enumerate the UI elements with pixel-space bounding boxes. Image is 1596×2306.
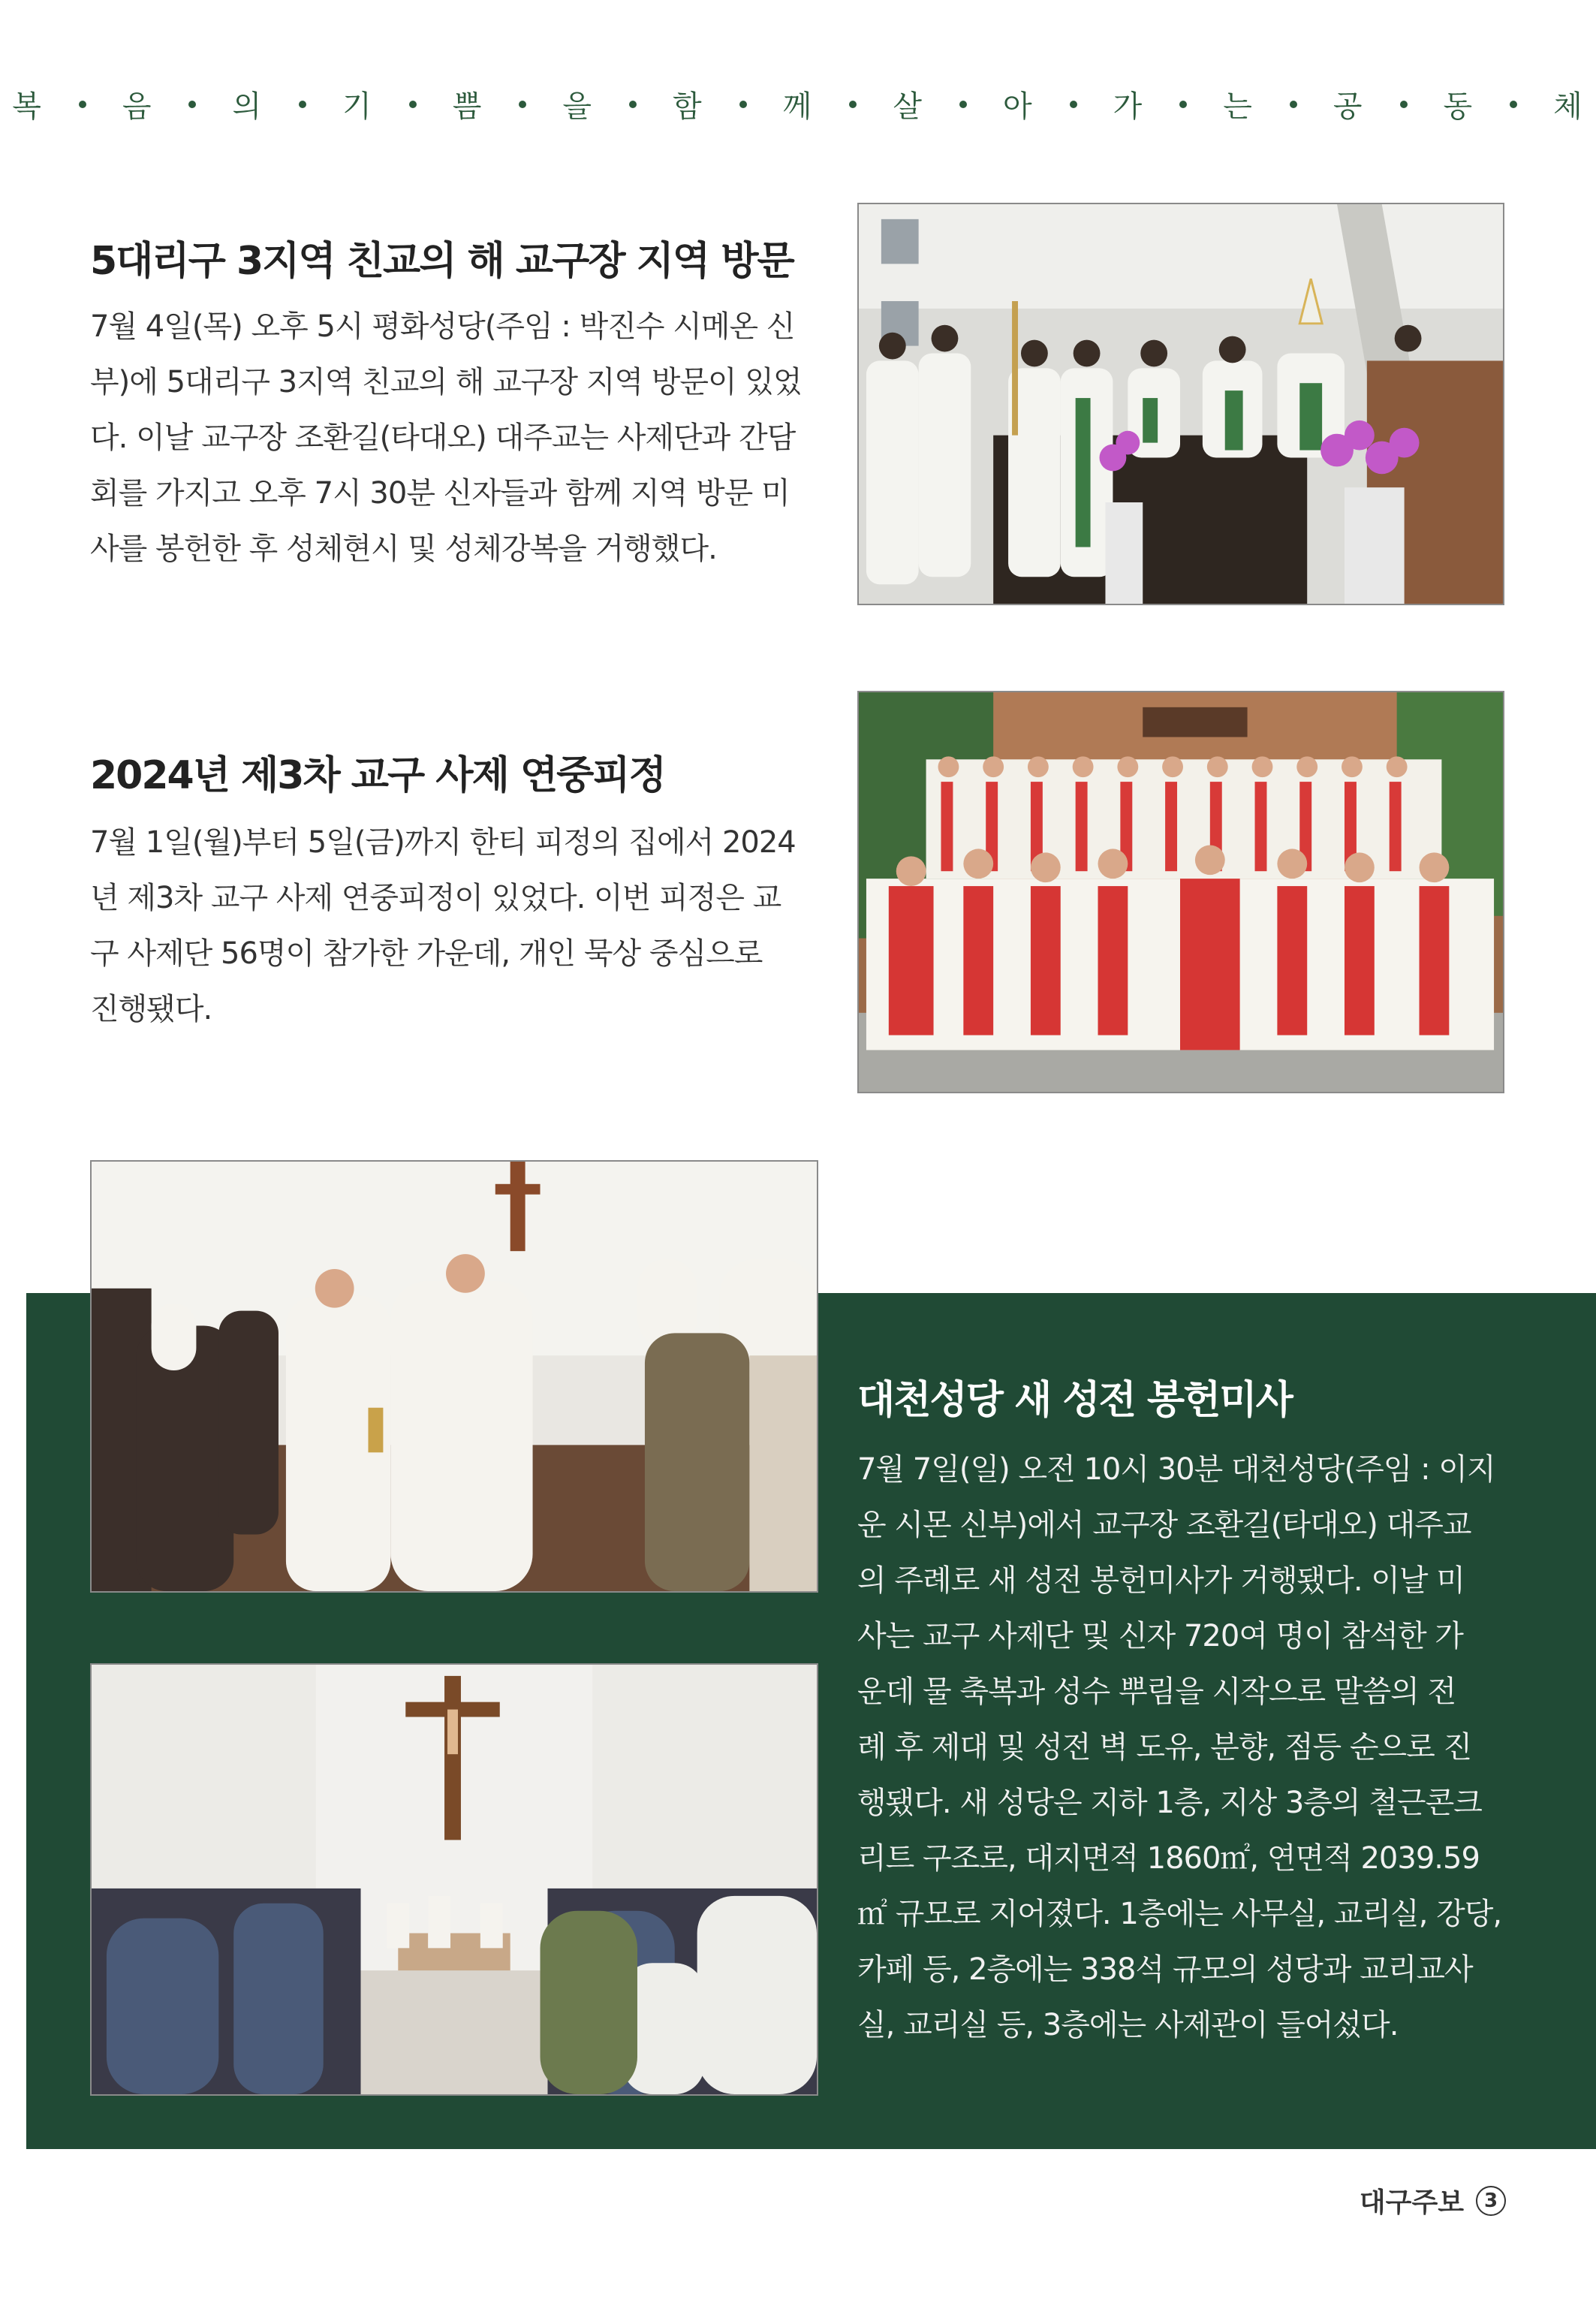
altar-mass-photo — [90, 1663, 818, 2096]
body-line: 사는 교구 사제단 및 신자 720여 명이 참석한 가 — [857, 1619, 1463, 1653]
motto-char: 체 — [1553, 89, 1584, 124]
body-line: 례 후 제대 및 성전 벽 도유, 분향, 점등 순으로 진 — [857, 1730, 1472, 1765]
body-line: 리트 구조로, 대지면적 1860㎡, 연면적 2039.59 — [857, 1841, 1480, 1876]
body-line: ㎡ 규모로 지어졌다. 1층에는 사무실, 교리실, 강당, — [857, 1897, 1502, 1931]
motto-separator-dot — [1510, 101, 1517, 108]
motto-char: 아 — [1002, 89, 1034, 124]
motto-separator-dot — [739, 101, 747, 108]
motto-char: 함 — [673, 89, 703, 124]
body-line: 실, 교리실 등, 3층에는 사제관이 들어섰다. — [857, 2008, 1399, 2042]
procession-photo — [90, 1160, 818, 1593]
body-line: 7월 1일(월)부터 5일(금)까지 한티 피정의 집에서 2024 — [90, 825, 796, 860]
motto-separator-dot — [629, 101, 637, 108]
body-line: 구 사제단 56명이 참가한 가운데, 개인 묵상 중심으로 — [90, 936, 763, 971]
article-body — [857, 1442, 1510, 2053]
motto-char: 동 — [1443, 89, 1474, 124]
body-line: 7월 4일(목) 오후 5시 평화성당(주임 : 박진수 시메온 신 — [90, 309, 795, 344]
motto-separator-dot — [1179, 101, 1187, 108]
page-footer — [1360, 2181, 1506, 2220]
motto-separator-dot — [409, 101, 417, 108]
mass-photo-pyeonghwa — [857, 203, 1504, 605]
body-line: 사를 봉헌한 후 성체현시 및 성체강복을 거행했다. — [90, 532, 717, 566]
body-line: 의 주례로 새 성전 봉헌미사가 거행됐다. 이날 미 — [857, 1563, 1465, 1598]
motto-char: 을 — [562, 89, 594, 124]
body-line: 회를 가지고 오후 7시 30분 신자들과 함께 지역 방문 미 — [90, 476, 790, 511]
body-line: 진행됐다. — [90, 992, 212, 1026]
motto-separator-dot — [1290, 101, 1297, 108]
motto-char: 쁨 — [452, 89, 483, 124]
motto-char: 공 — [1333, 89, 1364, 124]
motto-char: 기 — [342, 89, 373, 124]
article-title: 2024년 제3차 교구 사제 연중피정 — [90, 753, 665, 798]
body-line: 7월 7일(일) 오전 10시 30분 대천성당(주임 : 이지 — [857, 1452, 1495, 1487]
body-line: 운데 물 축복과 성수 뿌림을 시작으로 말씀의 전 — [857, 1674, 1456, 1709]
motto-char: 께 — [782, 89, 814, 124]
body-line: 부)에 5대리구 3지역 친교의 해 교구장 지역 방문이 있었 — [90, 365, 802, 399]
article-title: 5대리구 3지역 친교의 해 교구장 지역 방문 — [90, 239, 793, 284]
motto-char: 의 — [232, 89, 263, 124]
motto-char: 음 — [122, 89, 153, 124]
motto-separator-dot — [299, 101, 306, 108]
motto-separator-dot — [188, 101, 196, 108]
header-motto — [0, 83, 1596, 125]
motto-separator-dot — [959, 101, 967, 108]
article-title: 대천성당 새 성전 봉헌미사 — [857, 1378, 1292, 1423]
motto-char: 는 — [1223, 89, 1254, 124]
article-body — [90, 299, 818, 577]
body-line: 년 제3차 교구 사제 연중피정이 있었다. 이번 피정은 교 — [90, 881, 781, 915]
page-number: 3 — [1476, 2186, 1506, 2216]
motto-char: 복 — [12, 89, 43, 124]
motto-separator-dot — [79, 101, 86, 108]
publication-name: 대구주보 — [1359, 2187, 1464, 2218]
motto-separator-dot — [849, 101, 857, 108]
body-line: 다. 이날 교구장 조환길(타대오) 대주교는 사제단과 간담 — [90, 421, 796, 455]
group-photo-priests — [857, 691, 1504, 1093]
motto-char: 살 — [893, 89, 923, 124]
body-line: 운 시몬 신부)에서 교구장 조환길(타대오) 대주교 — [857, 1508, 1471, 1542]
article-body — [90, 815, 818, 1037]
body-line: 카페 등, 2층에는 338석 규모의 성당과 교리교사 — [857, 1952, 1473, 1987]
motto-char: 가 — [1113, 89, 1144, 124]
body-line: 행됐다. 새 성당은 지하 1층, 지상 3층의 철근콘크 — [857, 1786, 1482, 1820]
motto-separator-dot — [1400, 101, 1408, 108]
motto-separator-dot — [1070, 101, 1077, 108]
motto-separator-dot — [519, 101, 526, 108]
